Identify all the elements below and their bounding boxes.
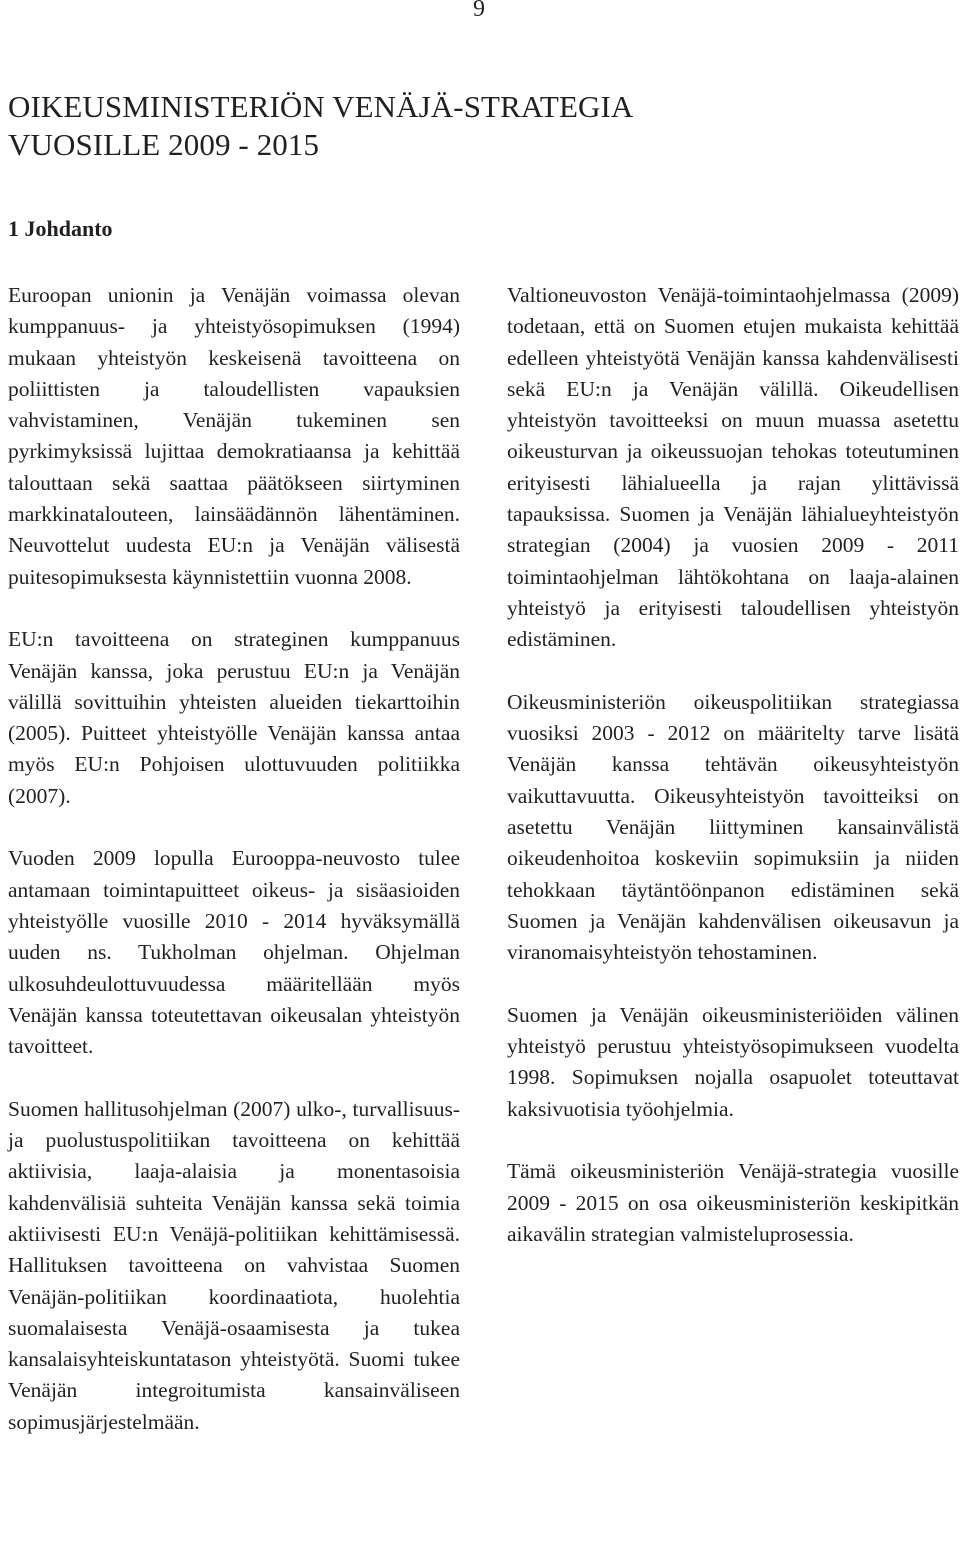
section-heading: 1 Johdanto xyxy=(8,216,113,241)
paragraph: Suomen ja Venäjän oikeusministeriöiden välinen yhteistyö perustuu yhteistyösopimukseen vuodelta 1998. Sopimuksen nojalla osapuolet toteuttavat kaksivuotisia työohjelmia. xyxy=(507,1002,959,1121)
paragraph: Valtioneuvoston Venäjä-toimintaohjelmassa (2009) todetaan, että on Suomen etujen mukaista kehittää edelleen yhteistyötä Venäjän kanssa kahdenvälisesti sekä EU:n ja Venäjän välillä. Oikeudellisen yhteistyön tavoitteeksi on muun muassa asetettu oikeusturvan ja oikeussuojan tehokas toteutuminen erityisesti lähialueella ja rajan ylittävissä tapauksissa. Suomen ja Venäjän lähialueyhteistyön strategian (2004) ja vuosien 2009 - 2011 toimintaohjelman lähtökohtana on laaja-alainen yhteistyö ja erityisesti taloudellisen yhteistyön edistäminen. xyxy=(507,283,959,652)
page-title xyxy=(8,88,633,164)
paragraph: Oikeusministeriön oikeuspolitiikan strategiassa vuosiksi 2003 - 2012 on määritelty tarve lisätä Venäjän kanssa tehtävän oikeusyhteistyön vaikuttavuutta. Oikeusyhteistyön tavoitteiksi on asetettu Venäjän liittyminen kansainvälistä oikeudenhoitoa koskeviin sopimuksiin ja niiden tehokkaan täytäntöönpanon edistäminen sekä Suomen ja Venäjän kahdenvälisen oikeusavun ja viranomaisyhteistyön tehostaminen. xyxy=(507,689,959,965)
page-title-line: OIKEUSMINISTERIÖN VENÄJÄ-STRATEGIA xyxy=(8,89,634,124)
paragraph: Tämä oikeusministeriön Venäjä-strategia vuosille 2009 - 2015 on osa oikeusministeriön keskipitkän aikavälin strategian valmisteluprosessia. xyxy=(507,1159,959,1246)
paragraph: Suomen hallitusohjelman (2007) ulko-, turvallisuus- ja puolustuspolitiikan tavoitteena on kehittää aktiivisia, laaja-alaisia ja monentasoisia kahdenvälisiä suhteita Venäjän kanssa sekä toimia aktiivisesti EU:n Venäjä-politiikan kehittämisessä. Hallituksen tavoitteena on vahvistaa Suomen Venäjän-politiikan koordinaatiota, huolehtia suomalaisesta Venäjä-osaamisesta ja tukea kansalaisyhteiskuntatason yhteistyötä. Suomi tukee Venäjän integroitumista kansainväliseen sopimusjärjestelmään. xyxy=(8,1096,460,1434)
right-column xyxy=(507,280,959,1282)
page-title-line: VUOSILLE 2009 - 2015 xyxy=(8,127,320,162)
paragraph: Euroopan unionin ja Venäjän voimassa olevan kumppanuus- ja yhteistyösopimuksen (1994) mukaan yhteistyön keskeisenä tavoitteena on poliittisten ja taloudellisten vapauksien vahvistaminen, Venäjän tukeminen sen pyrkimyksissä lujittaa demokratiaansa ja kehittää talouttaan sekä saattaa päätökseen siirtyminen markkinatalouteen, lainsäädännön lähentäminen. Neuvottelut uudesta EU:n ja Venäjän välisestä puitesopimuksesta käynnistettiin vuonna 2008. xyxy=(8,283,460,589)
page-number: 9 xyxy=(473,0,485,22)
left-column xyxy=(8,280,460,1469)
paragraph: EU:n tavoitteena on strateginen kumppanuus Venäjän kanssa, joka perustuu EU:n ja Venäjän välillä sovittuihin yhteisten alueiden tiekarttoihin (2005). Puitteet yhteistyölle Venäjän kanssa antaa myös EU:n Pohjoisen ulottuvuuden politiikka (2007). xyxy=(8,627,460,808)
paragraph: Vuoden 2009 lopulla Eurooppa-neuvosto tulee antamaan toimintapuitteet oikeus- ja sisäasioiden yhteistyölle vuosille 2010 - 2014 hyväksymällä uuden ns. Tukholman ohjelman. Ohjelman ulkosuhdeulottuvuudessa määritellään myös Venäjän kanssa toteutettavan oikeusalan yhteistyön tavoitteet. xyxy=(8,846,460,1059)
